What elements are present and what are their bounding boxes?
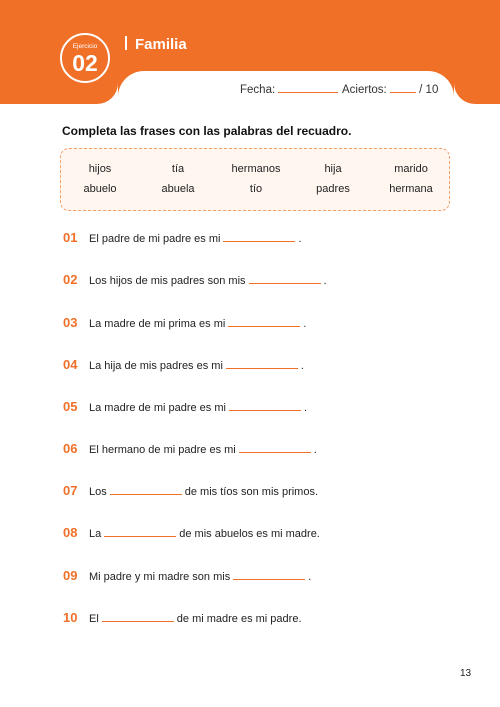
word-abuela: abuela	[161, 183, 195, 195]
item-text-before: La	[89, 528, 102, 540]
item-number: 01	[63, 230, 78, 245]
item-text-after: .	[298, 233, 302, 245]
answer-blank[interactable]	[104, 535, 176, 537]
word-abuelo: abuelo	[83, 183, 117, 195]
item-text-before: El padre de mi padre es mi	[89, 233, 221, 245]
item-text-before: La madre de mi prima es mi	[89, 318, 226, 330]
page-title	[125, 36, 187, 53]
header-tab-corner-left	[97, 83, 118, 104]
word-tia: tía	[171, 163, 185, 175]
exercise-item-06	[63, 441, 317, 457]
page-number: 13	[460, 668, 472, 679]
item-number: 06	[63, 441, 78, 456]
item-number: 02	[63, 272, 78, 287]
exercise-item-08	[63, 525, 320, 541]
item-number: 07	[63, 483, 78, 498]
item-text-before: Mi padre y mi madre son mis	[89, 571, 231, 583]
item-number: 05	[63, 399, 78, 414]
score-label: Aciertos:	[342, 84, 387, 96]
date-field[interactable]	[240, 84, 338, 96]
score-blank[interactable]	[390, 91, 416, 93]
item-text-before: Los hijos de mis padres son mis	[89, 275, 246, 287]
date-label: Fecha:	[240, 84, 276, 96]
instruction: Completa las frases con las palabras del recuadro.	[62, 124, 352, 138]
word-box	[60, 148, 450, 211]
item-text-after: .	[300, 360, 304, 372]
item-text-after: de mis abuelos es mi madre.	[179, 528, 320, 540]
exercise-item-01	[63, 230, 302, 246]
exercise-item-04	[63, 357, 304, 373]
item-text-after: .	[323, 275, 327, 287]
item-number: 08	[63, 525, 78, 540]
item-text-after: .	[303, 402, 308, 414]
item-text-before: La madre de mi padre es mi	[89, 402, 226, 414]
item-text-after: .	[308, 571, 312, 583]
score-total: / 10	[419, 84, 439, 96]
exercise-item-09	[63, 568, 311, 584]
header-tab-corner-right	[454, 83, 500, 104]
badge-number: 02	[72, 50, 98, 76]
item-text-after: de mi madre es mi padre.	[176, 613, 302, 625]
badge-label: Ejercicio	[72, 43, 98, 50]
word-tio: tío	[249, 183, 263, 195]
item-text-after: .	[313, 444, 317, 456]
answer-blank[interactable]	[223, 240, 295, 242]
answer-blank[interactable]	[233, 578, 305, 580]
item-number: 10	[63, 610, 78, 625]
word-padres: padres	[316, 183, 350, 195]
title-text: Familia	[135, 36, 187, 53]
item-text-before: La hija de mis padres es mi	[89, 360, 223, 372]
item-text-before: El	[89, 613, 99, 625]
score-field[interactable]	[342, 84, 438, 96]
exercise-item-02	[63, 272, 327, 288]
exercise-item-10	[63, 610, 302, 626]
exercise-item-03	[63, 315, 306, 331]
answer-blank[interactable]	[249, 282, 321, 284]
item-text-after: .	[303, 318, 307, 330]
item-number: 09	[63, 568, 78, 583]
answer-blank[interactable]	[110, 493, 182, 495]
answer-blank[interactable]	[228, 325, 300, 327]
exercise-item-05	[63, 399, 307, 415]
item-text-before: El hermano de mi padre es mi	[89, 444, 236, 456]
item-number: 04	[63, 357, 78, 372]
word-marido: marido	[394, 163, 428, 175]
answer-blank[interactable]	[226, 367, 298, 369]
exercise-badge	[60, 33, 110, 83]
exercise-item-07	[63, 483, 318, 499]
word-hijos: hijos	[88, 163, 112, 175]
item-number: 03	[63, 315, 78, 330]
answer-blank[interactable]	[102, 620, 174, 622]
word-hija: hija	[324, 163, 342, 175]
item-text-after: de mis tíos son mis primos.	[184, 486, 319, 498]
word-hermana: hermana	[389, 183, 433, 195]
title-divider	[125, 36, 127, 50]
date-blank[interactable]	[278, 91, 338, 93]
word-hermanos: hermanos	[231, 163, 281, 175]
answer-blank[interactable]	[229, 409, 301, 411]
answer-blank[interactable]	[239, 451, 311, 453]
item-text-before: Los	[89, 486, 107, 498]
